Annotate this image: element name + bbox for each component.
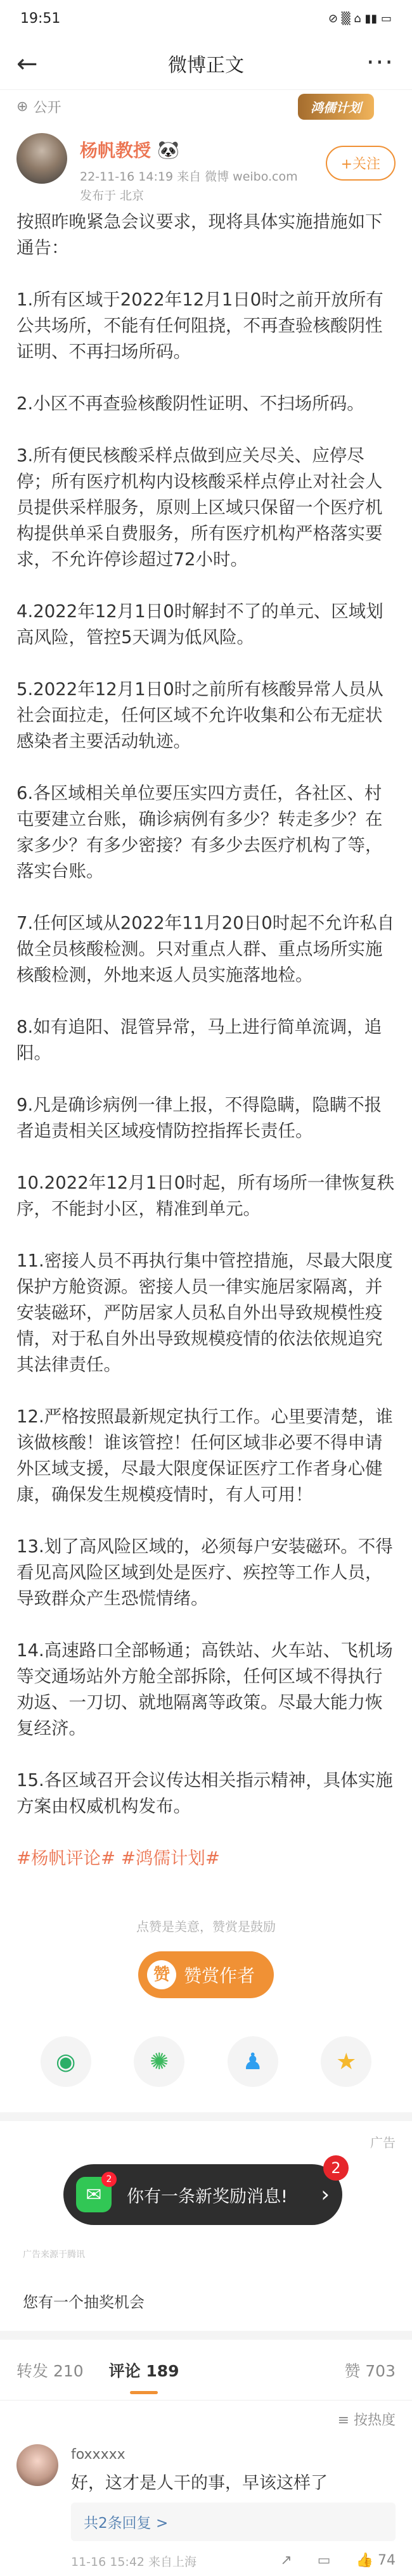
comment-replies-link[interactable]: 共2条回复 > bbox=[71, 2503, 396, 2541]
reward-label: 赞赏作者 bbox=[183, 1965, 255, 1986]
post-item-8: 8.如有追阳、混管异常，马上进行简单流调，追阳。 bbox=[16, 1017, 382, 1063]
moments-icon[interactable]: ✺ bbox=[134, 2036, 184, 2087]
post-item-9: 9.凡是确诊病例一律上报，不得隐瞒，隐瞒不报者追责相关区域疫情防控指挥长责任。 bbox=[16, 1095, 382, 1141]
ad-source: 广告来源于腾讯 bbox=[23, 2250, 85, 2260]
comment-like-count: 74 bbox=[378, 2553, 396, 2568]
commenter-name[interactable]: foxxxxx bbox=[71, 2447, 126, 2463]
comment-body bbox=[71, 2444, 396, 2570]
post-item-15: 15.各区域召开会议传达相关指示精神，具体实施方案由权威机构发布。 bbox=[16, 1770, 393, 1816]
status-bar bbox=[0, 0, 412, 37]
post-intro: 按照昨晚紧急会议要求，现将具体实施措施如下通告： bbox=[16, 212, 383, 258]
post-item-11: 11.密接人员不再执行集中管控措施，尽最大限度保护方舱资源。密接人员一律实施居家隔离，并安装磁环，严防居家人员私自外出导致规模性疫情，对于私自外出导致规模疫情的依法依规追究其法律责任。 bbox=[16, 1251, 393, 1375]
ad-text[interactable]: 您有一个抽奖机会 bbox=[23, 2293, 145, 2311]
section-divider bbox=[0, 2112, 412, 2121]
post-item-14: 14.高速路口全部畅通；高铁站、火车站、飞机场等交通场站外方舱全部拆除，任何区域不得执行劝返、一刀切、就地隔离等政策。尽最大能力恢复经济。 bbox=[16, 1640, 393, 1738]
nav-bar bbox=[0, 37, 412, 90]
sort-by-hot[interactable]: ≡ 按热度 bbox=[337, 2413, 396, 2428]
post-item-5: 5.2022年12月1日0时之前所有核酸异常人员从社会面拉走，任何区域不允许收集和公布无症状感染者主要活动轨迹。 bbox=[16, 679, 383, 751]
visibility-label: 公开 bbox=[33, 99, 61, 116]
reward-author-button[interactable] bbox=[138, 1951, 274, 1998]
wechat-icon[interactable]: ◉ bbox=[41, 2036, 91, 2087]
reward-section bbox=[0, 1897, 412, 1998]
page-title: 微博正文 bbox=[168, 54, 244, 77]
section-divider-2 bbox=[0, 2331, 412, 2340]
ad-toast-text: 你有一条新奖励消息! bbox=[127, 2186, 288, 2207]
post-item-1: 1.所有区域于2022年12月1日0时之前开放所有公共场所，不能有任何阻挠，不再查验核酸阴性证明、不再扫场所码。 bbox=[16, 290, 383, 362]
author-info bbox=[80, 133, 313, 205]
post-item-10: 10.2022年12月1日0时起，所有场所一律恢复秩序，不能封小区，精准到单元。 bbox=[16, 1173, 395, 1219]
globe-icon: ⊕ bbox=[16, 98, 29, 115]
post-body bbox=[0, 203, 412, 1871]
message-app-icon: ✉ 2 bbox=[76, 2177, 112, 2212]
comment-item bbox=[0, 2438, 412, 2576]
ad-count-badge: 2 bbox=[323, 2155, 349, 2181]
back-arrow-icon[interactable]: ← bbox=[16, 49, 38, 79]
thumbs-up-icon: 👍 bbox=[356, 2553, 373, 2568]
more-options-icon[interactable]: ··· bbox=[366, 48, 394, 77]
author-avatar[interactable] bbox=[16, 133, 67, 184]
visibility-row bbox=[0, 90, 412, 123]
status-time: 19:51 bbox=[20, 10, 61, 27]
tab-comment[interactable]: 评论 189 bbox=[109, 2359, 179, 2382]
comment-text: 好，这才是人干的事，早该这样了 bbox=[71, 2473, 328, 2493]
like-button[interactable] bbox=[356, 2553, 396, 2570]
post-item-2: 2.小区不再查验核酸阴性证明、不扫场所码。 bbox=[16, 393, 364, 414]
panda-icon: 🐼 bbox=[157, 139, 179, 160]
qzone-icon[interactable]: ★ bbox=[321, 2036, 371, 2087]
author-name-row[interactable] bbox=[80, 137, 313, 162]
ad-banner[interactable] bbox=[0, 2121, 412, 2283]
ad-tag[interactable]: 广告 bbox=[370, 2135, 396, 2150]
reply-icon[interactable]: ▭ bbox=[317, 2553, 331, 2568]
author-name[interactable]: 杨帆教授 bbox=[80, 140, 151, 161]
follow-button[interactable]: +关注 bbox=[326, 146, 396, 181]
hongru-badge[interactable]: 鸿儒计划 bbox=[298, 94, 374, 120]
tab-like[interactable]: 赞 703 bbox=[344, 2361, 396, 2380]
reward-hint: 点赞是美意，赞赏是鼓励 bbox=[136, 1919, 276, 1934]
comment-actions bbox=[280, 2553, 396, 2570]
qq-icon[interactable]: ♟ bbox=[228, 2036, 278, 2087]
ad-toast[interactable] bbox=[63, 2164, 342, 2225]
commenter-avatar[interactable] bbox=[16, 2444, 58, 2486]
status-icons: ⊘ ▒ ⌂ ▮▮ ▭ bbox=[328, 11, 392, 25]
author-time-source: 22-11-16 14:19 来自 微博 weibo.com bbox=[80, 170, 298, 184]
author-header bbox=[0, 123, 412, 203]
share-icon[interactable]: ↗ bbox=[280, 2553, 292, 2568]
author-location: 发布于 北京 bbox=[80, 189, 145, 203]
comment-time-location: 11-16 15:42 来自上海 bbox=[71, 2555, 197, 2569]
post-item-3: 3.所有便民核酸采样点做到应关尽关、应停尽停；所有医疗机构内设核酸采样点停止对社会人员提供采样服务，原则上区域只保留一个医疗机构提供单采自费服务，所有医疗机构严格落实要求，不允许停诊超过72小时。 bbox=[16, 445, 383, 570]
comment-meta bbox=[71, 2553, 396, 2570]
tab-repost[interactable]: 转发 210 bbox=[16, 2361, 84, 2380]
reward-icon: 赞 bbox=[147, 1960, 176, 1989]
post-item-7: 7.任何区域从2022年11月20日0时起不允许私自做全员核酸检测。只对重点人群、重点场所实施核酸检测，外地来返人员实施落地检。 bbox=[16, 913, 395, 985]
post-item-6: 6.各区域相关单位要压实四方责任，各社区、村屯要建立台账，确诊病例有多少？转走多少？在家多少？有多少密接？有多少去医疗机构了等，落实台账。 bbox=[16, 783, 383, 881]
post-item-4: 4.2022年12月1日0时解封不了的单元、区域划高风险，管控5天调为低风险。 bbox=[16, 601, 383, 647]
app-badge: 2 bbox=[101, 2172, 117, 2187]
chevron-right-icon: › bbox=[321, 2182, 330, 2207]
post-item-13: 13.划了高风险区域的，必须每户安装磁环。不得看见高风险区域到处是医疗、疾控等工作人员，导致群众产生恐慌情绪。 bbox=[16, 1536, 393, 1609]
post-tags[interactable]: #杨帆评论# #鸿儒计划# bbox=[16, 1848, 220, 1868]
share-row bbox=[0, 1998, 412, 2112]
stats-tabs bbox=[0, 2340, 412, 2401]
post-item-12: 12.严格按照最新规定执行工作。心里要清楚，谁该做核酸！谁该管控！任何区域非必要不得申请外区域支援，尽最大限度保证医疗工作者身心健康，确保发生规模疫情时，有人可用！ bbox=[16, 1406, 393, 1505]
